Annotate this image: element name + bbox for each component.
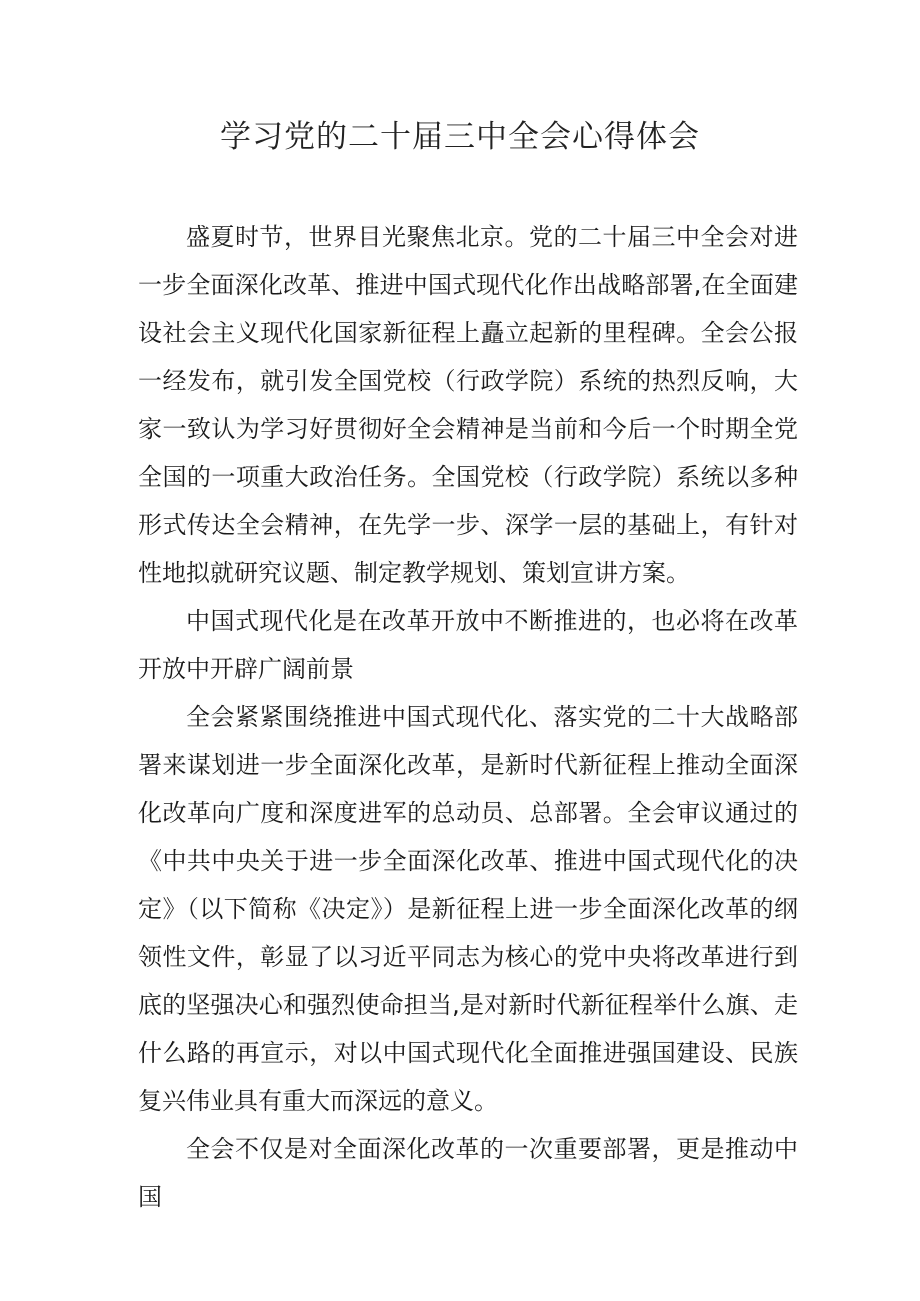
paragraph-2: 中国式现代化是在改革开放中不断推进的，也必将在改革开放中开辟广阔前景 (138, 607, 798, 683)
document-title: 学习党的二十届三中全会心得体会 (220, 119, 700, 155)
paragraph-3: 全会紧紧围绕推进中国式现代化、落实党的二十大战略部署来谋划进一步全面深化改革，是新时代新征程上推动全面深化改革向广度和深度进军的总动员、总部署。全会审议通过的《中共中央关于进一步全面深化改革、推进中国式现代化的决定》（以下简称《决定》）是新征程上进一步全面深化改革的纲领性文件，彰显了以习近平同志为核心的党中央将改革进行到底的坚强决心和强烈使命担当,是对新时代新征程举什么旗、走什么路的再宣示，对以中国式现代化全面推进强国建设、民族复兴伟业具有重大而深远的意义。 (138, 703, 798, 1115)
paragraph-1: 盛夏时节，世界目光聚焦北京。党的二十届三中全会对进一步全面深化改革、推进中国式现代化作出战略部署,在全面建设社会主义现代化国家新征程上矗立起新的里程碑。全会公报一经发布，就引发全国党校（行政学院）系统的热烈反响，大家一致认为学习好贯彻好全会精神是当前和今后一个时期全党全国的一项重大政治任务。全国党校（行政学院）系统以多种形式传达全会精神，在先学一步、深学一层的基础上，有针对性地拟就研究议题、制定教学规划、策划宣讲方案。 (138, 223, 798, 587)
document-body (138, 213, 798, 1221)
paragraph-4: 全会不仅是对全面深化改革的一次重要部署，更是推动中国 (138, 1135, 798, 1211)
